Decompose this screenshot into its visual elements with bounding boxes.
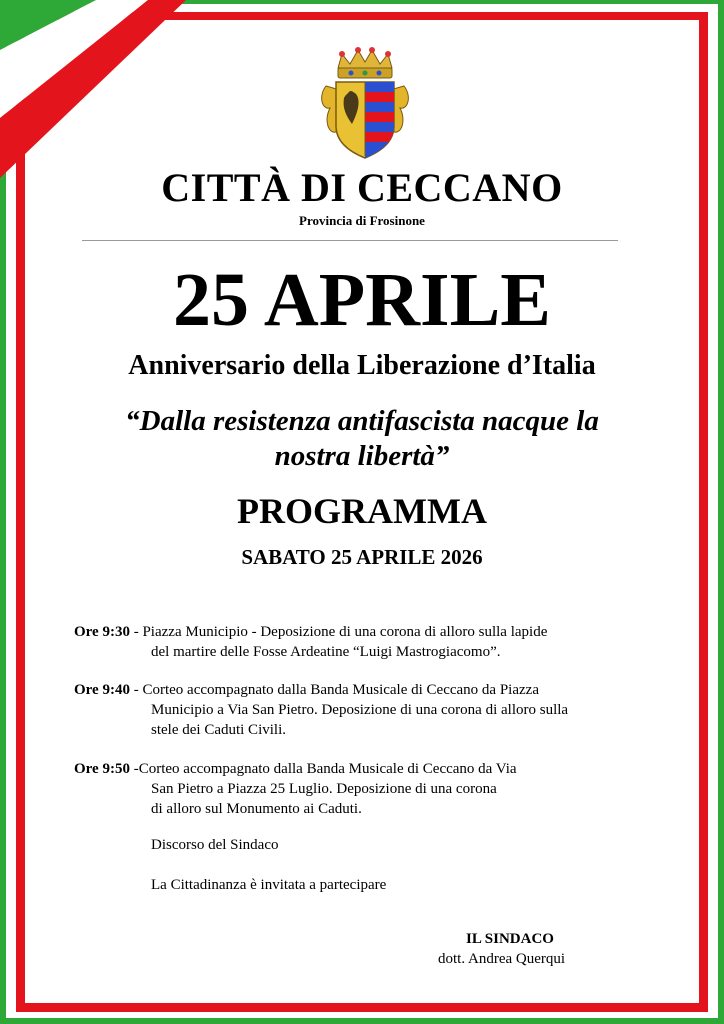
event-day: SABATO 25 APRILE 2026 — [241, 545, 483, 569]
event-subtitle: Anniversario della Liberazione d’Italia — [128, 350, 596, 381]
schedule-line-2: Municipio a Via San Pietro. Deposizione di una corona di alloro sulla — [151, 702, 569, 718]
schedule-item — [74, 680, 568, 740]
schedule-line-2: del martire delle Fosse Ardeatine “Luigi Mastrogiacomo”. — [151, 644, 501, 660]
schedule-time: Ore 9:40 — [74, 682, 130, 698]
schedule-line-3: di alloro sul Monumento ai Caduti. — [151, 801, 362, 817]
signature-name: dott. Andrea Querqui — [438, 951, 566, 967]
schedule-separator: - — [129, 682, 143, 698]
schedule-item — [74, 759, 517, 819]
signature-title: IL SINDACO — [466, 931, 554, 947]
city-coat-of-arms-icon — [318, 46, 412, 160]
province-label: Provincia di Frosinone — [299, 213, 425, 228]
schedule-separator: - — [129, 761, 139, 777]
schedule-separator: - — [129, 624, 143, 640]
schedule-line-1: Corteo accompagnato dalla Banda Musicale di Ceccano da Piazza — [142, 682, 539, 698]
quote-line-2: nostra libertà” — [274, 440, 450, 472]
programma-heading: PROGRAMMA — [237, 491, 487, 531]
schedule-line-2: San Pietro a Piazza 25 Luglio. Deposizione di una corona — [151, 781, 497, 797]
schedule-line-1: Corteo accompagnato dalla Banda Musicale di Ceccano da Via — [138, 761, 517, 777]
quote-line-1: “Dalla resistenza antifascista nacque la — [125, 405, 599, 437]
schedule-line-1: Piazza Municipio - Deposizione di una corona di alloro sulla lapide — [142, 624, 548, 640]
divider — [82, 240, 618, 241]
schedule-time: Ore 9:30 — [74, 624, 130, 640]
event-quote — [0, 404, 724, 474]
schedule-time: Ore 9:50 — [74, 761, 130, 777]
invite-note: La Cittadinanza è invitata a partecipare — [151, 877, 387, 893]
city-title: CITTÀ DI CECCANO — [161, 165, 563, 210]
schedule-line-3: stele dei Caduti Civili. — [151, 722, 286, 738]
event-date-title: 25 APRILE — [173, 258, 551, 342]
schedule-item — [74, 622, 547, 662]
speech-note: Discorso del Sindaco — [151, 837, 279, 853]
